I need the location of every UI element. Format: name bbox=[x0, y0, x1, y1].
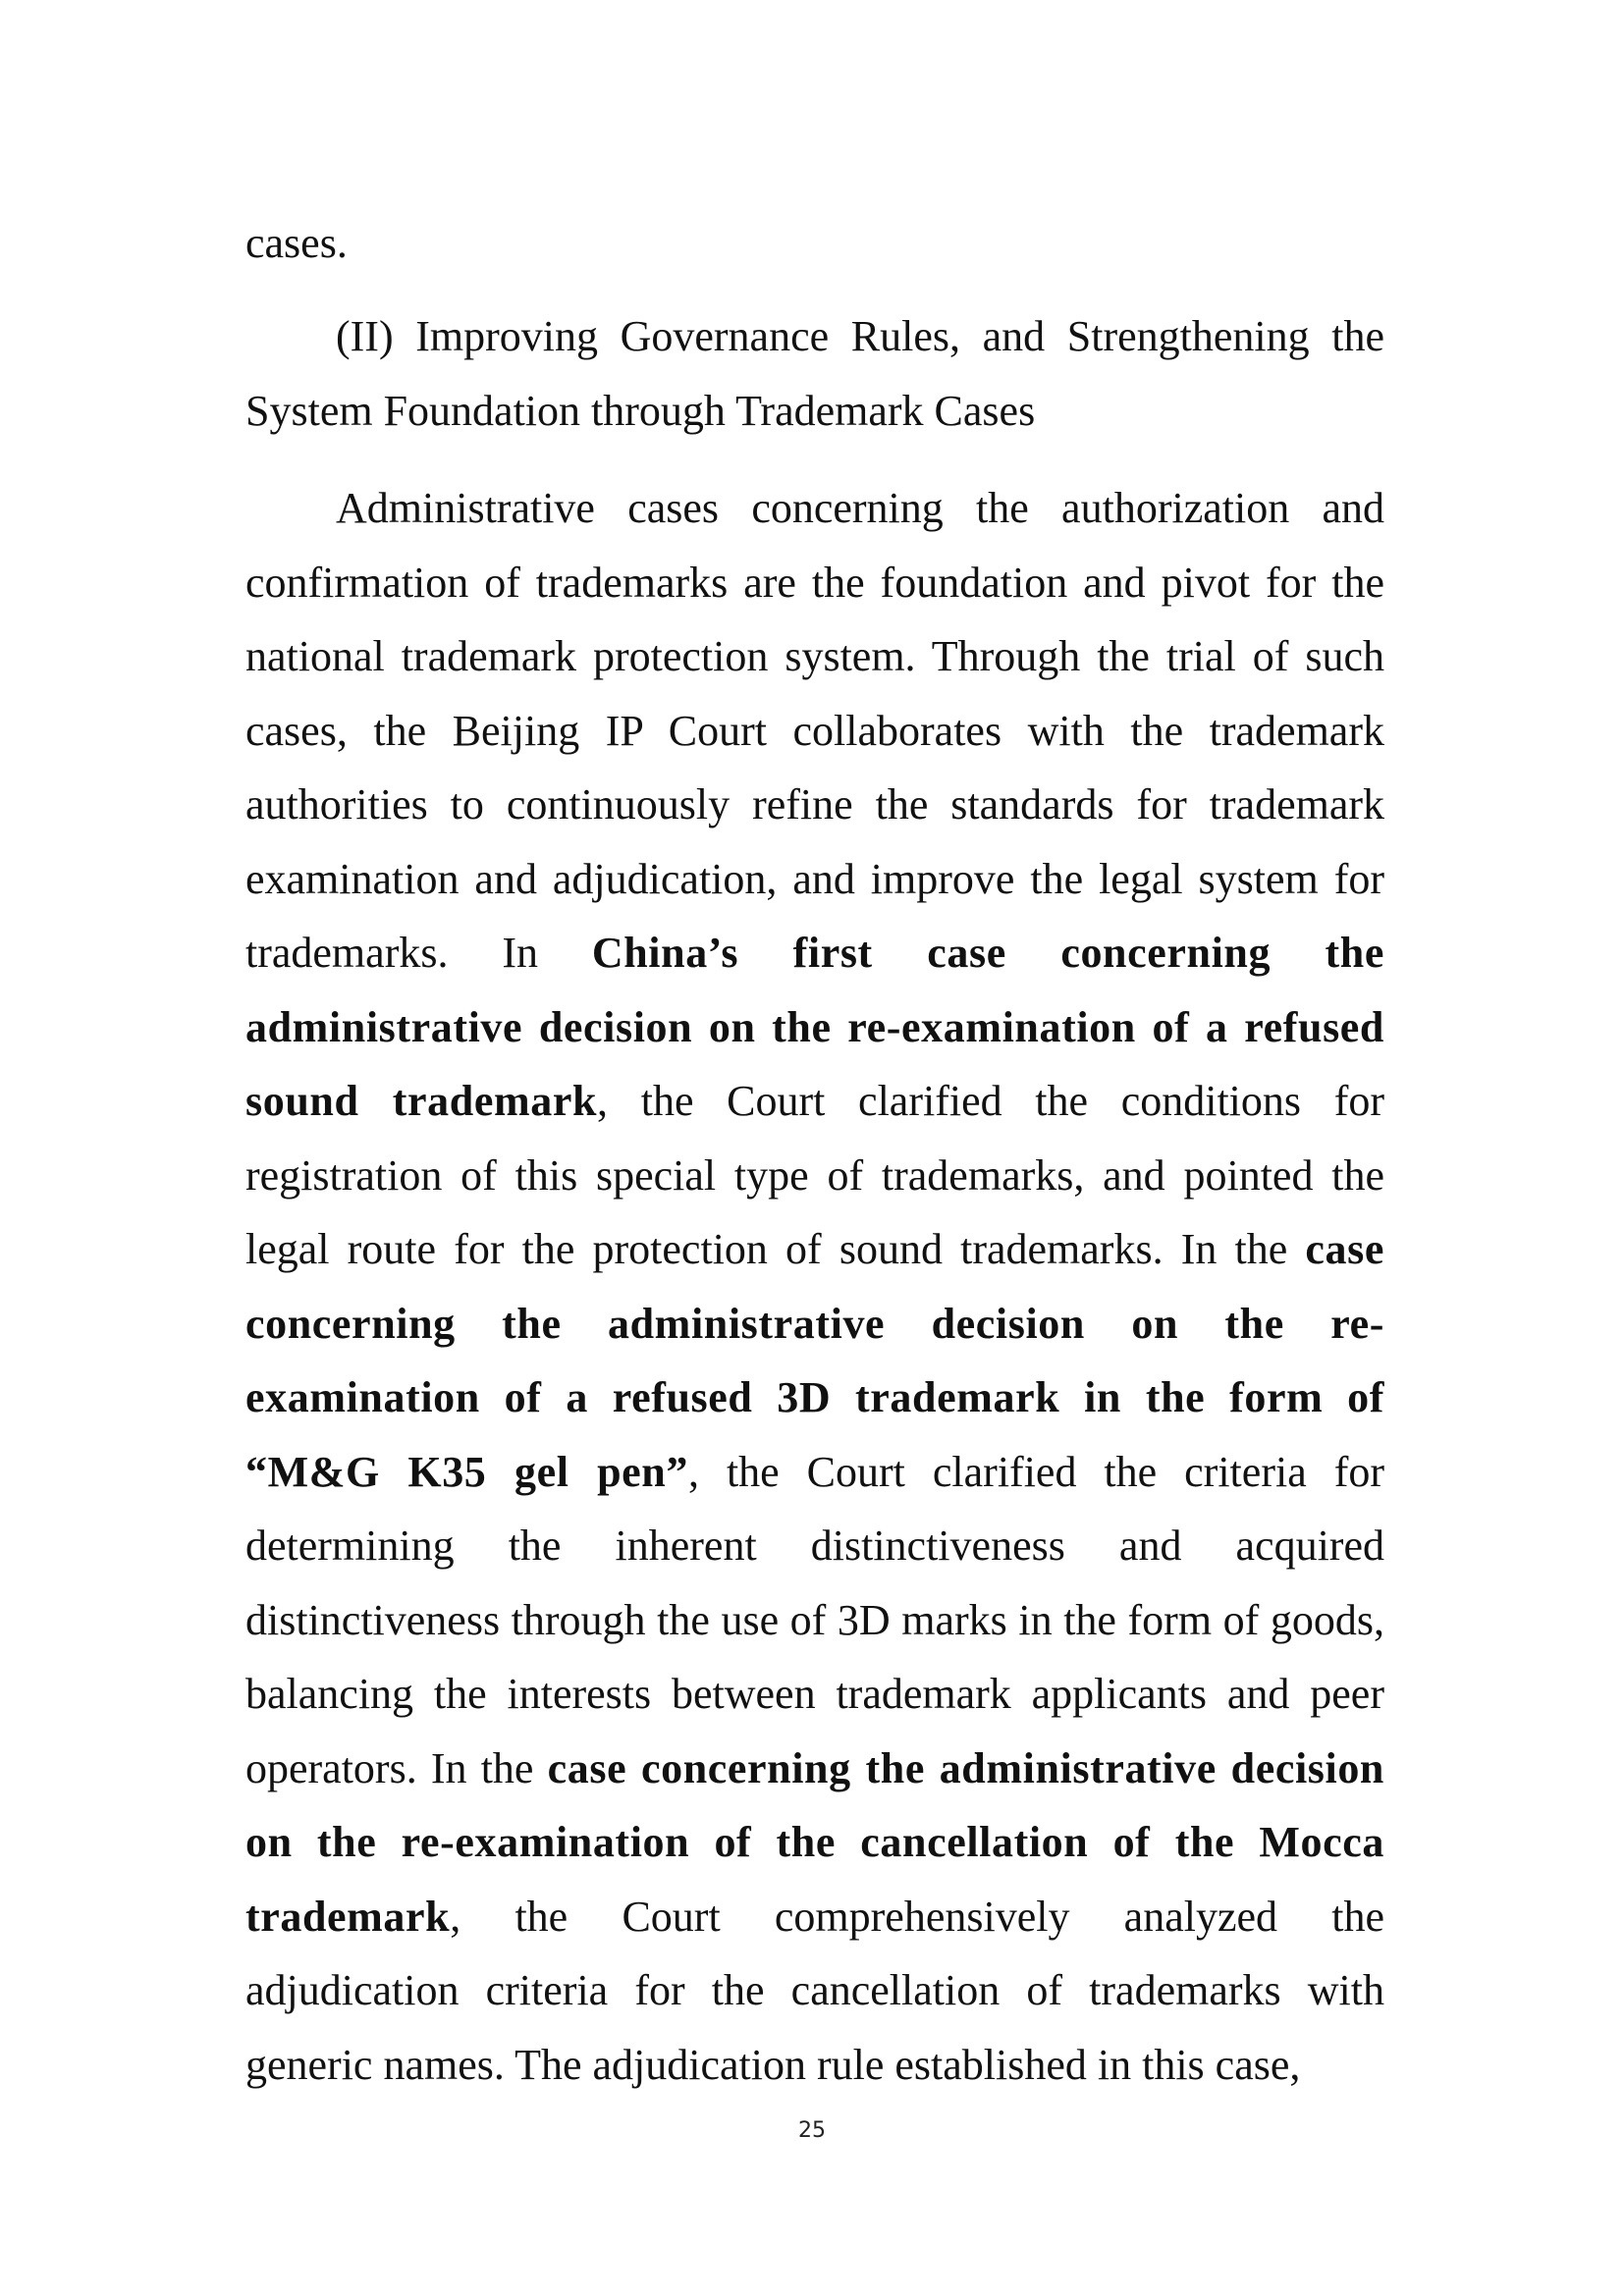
body-paragraph bbox=[245, 471, 1384, 2102]
case-title-3d-trademark: case concerning the administrative decision on the re-examination of a refused 3D trademark in the form of “M&G K35 gel pen” bbox=[245, 1225, 1384, 1496]
body-text-4: , the Court comprehensively analyzed the adjudication criteria for the cancellation of trademarks with generic names. The adjudication rule established in this case, bbox=[245, 1892, 1384, 2089]
case-title-sound-trademark: China’s first case concerning the administrative decision on the re-examination of a refused sound trademark bbox=[245, 929, 1384, 1125]
continuation-text: cases. bbox=[245, 219, 348, 267]
section-heading-text: (II) Improving Governance Rules, and Strengthening the System Foundation through Trademark Cases bbox=[245, 312, 1384, 435]
body-paragraph-text bbox=[245, 471, 1384, 2102]
body-text-2: , the Court clarified the conditions for registration of this special type of trademarks, and pointed the legal route for the protection of sound trademarks. In the bbox=[245, 1077, 1384, 1273]
case-title-mocca-trademark: case concerning the administrative decision on the re-examination of the cancellation of the Mocca trademark bbox=[245, 1743, 1384, 1941]
section-heading bbox=[245, 299, 1384, 448]
body-text-3: , the Court clarified the criteria for determining the inherent distinctiveness and acquired distinctiveness through the use of 3D marks in the form of goods, balancing the interests between trademark applicants and peer operators. In the bbox=[245, 1447, 1384, 1792]
continuation-paragraph bbox=[245, 206, 1384, 281]
page-number: 25 bbox=[798, 2118, 826, 2143]
body-text-1: Administrative cases concerning the authorization and confirmation of trademarks are the foundation and pivot for the national trademark protection system. Through the trial of such cases, the Beijing IP Court collaborates with the trademark authorities to continuously refine the standards for trademark examination and adjudication, and improve the legal system for trademarks. In bbox=[245, 484, 1384, 977]
